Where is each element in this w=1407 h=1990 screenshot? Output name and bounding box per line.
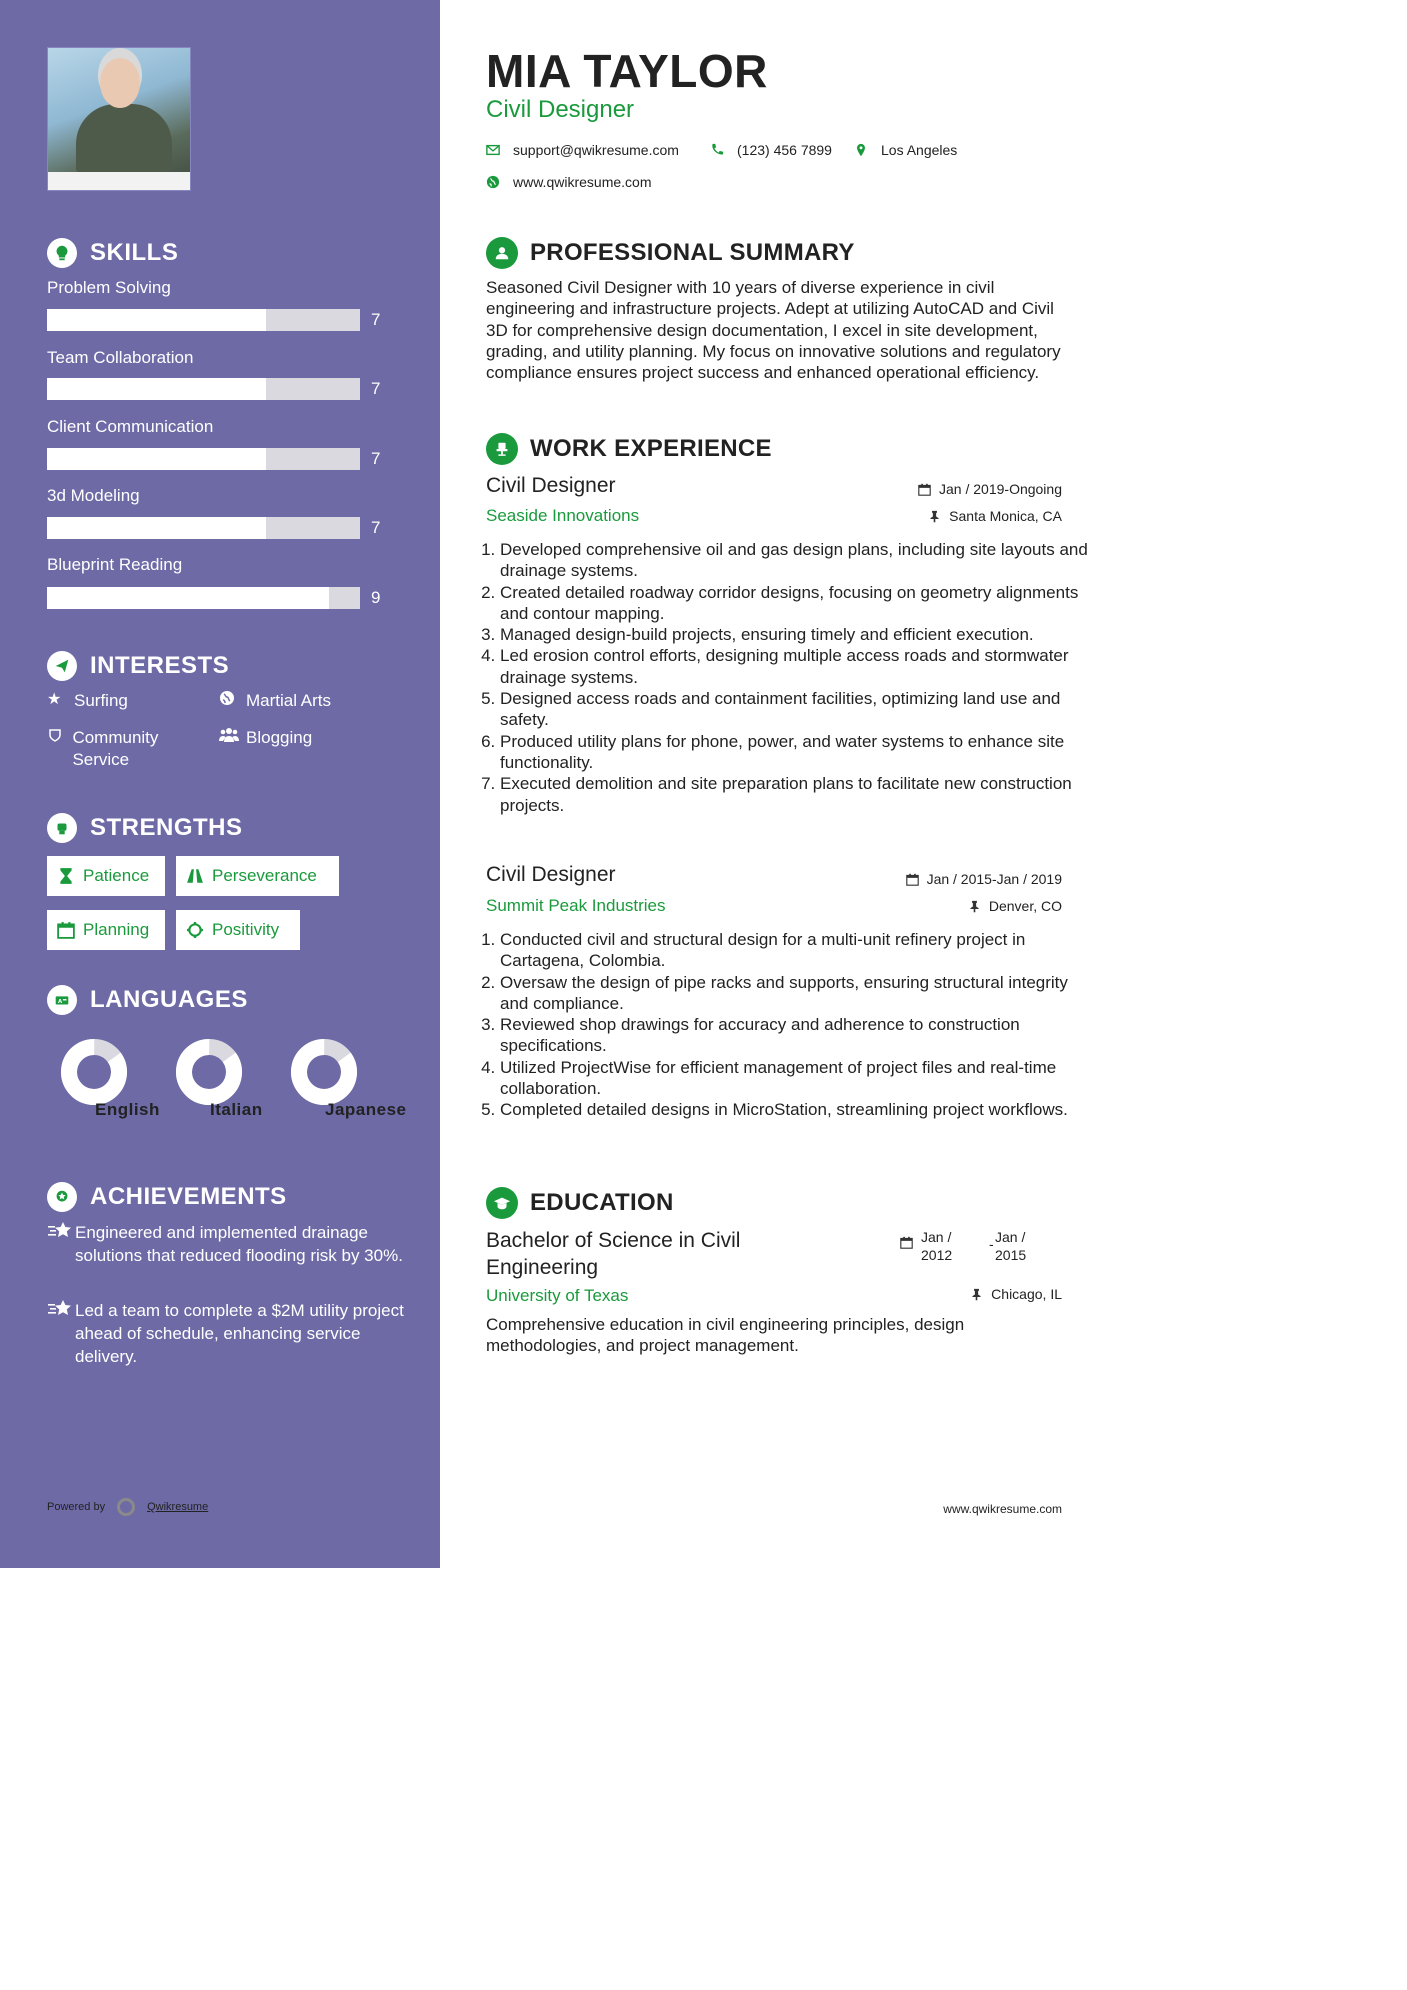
contact-phone[interactable]: (123) 456 7899 [710,142,832,158]
calendar-icon [906,873,919,886]
footer-website[interactable]: www.qwikresume.com [943,1502,1062,1516]
education-heading: EDUCATION [486,1187,674,1219]
language-donut [290,1038,358,1106]
skill-label: Problem Solving [47,278,171,297]
candidate-role: Civil Designer [486,96,635,123]
svg-text:A: A [57,999,63,1006]
job-dates: Jan / 2019-Ongoing [918,481,1062,497]
job-location: Santa Monica, CA [928,508,1062,524]
pushpin-icon [970,1288,983,1301]
profile-photo [47,47,191,191]
calendar-icon [900,1236,913,1249]
sidebar [0,0,440,1568]
skill-label: 3d Modeling [47,486,140,505]
strength-badge: Positivity [176,910,300,950]
star-burst-icon [47,1299,75,1368]
award-icon [47,1182,77,1212]
star-icon: ★ [47,691,62,708]
strength-badge: Patience [47,856,165,896]
interest-item: Community Service [47,727,207,771]
job-title: Civil Designer [486,474,616,497]
fist-icon [47,813,77,843]
duty-item: 3. Managed design-build projects, ensuring timely and efficient execution. [500,624,1090,645]
paper-plane-icon [47,651,77,681]
calendar-icon [57,921,75,939]
skill-bar [47,309,360,331]
skill-label: Client Communication [47,417,214,436]
language-item: Italian [164,1038,254,1106]
star-burst-icon [47,1221,75,1267]
duty-item: 3. Reviewed shop drawings for accuracy and adherence to construction specifications. [500,1014,1090,1057]
qwikresume-link[interactable]: Qwikresume [147,1501,209,1513]
duty-item: 2. Oversaw the design of pipe racks and supports, ensuring structural integrity and compliance. [500,972,1090,1015]
phone-icon [710,143,724,157]
user-icon [486,237,518,269]
education-end: Jan / 2015 [995,1229,1027,1263]
skill-value: 7 [371,310,381,329]
road-icon [186,867,204,885]
candidate-name: MIA TAYLOR [486,45,768,97]
education-location: Chicago, IL [970,1286,1062,1302]
interest-item: Martial Arts [219,690,331,712]
degree-title: Bachelor of Science in Civil Engineering [486,1229,741,1279]
language-icon [47,985,77,1015]
skills-heading: SKILLS [47,238,178,268]
skill-value: 7 [371,449,381,468]
interests-heading: INTERESTS [47,651,229,681]
duty-item: 6. Produced utility plans for phone, power, and water systems to enhance site functionality. [500,731,1090,774]
skill-value: 7 [371,518,381,537]
hourglass-icon [57,867,75,885]
language-donut [60,1038,128,1106]
job-dates: Jan / 2015-Jan / 2019 [906,871,1062,887]
skill-label: Blueprint Reading [47,555,183,574]
qwikresume-logo-icon [117,1498,135,1516]
duty-item: 4. Led erosion control efforts, designing multiple access roads and stormwater drainage systems. [500,645,1090,688]
interest-item: ★ Surfing [47,691,128,710]
strength-badge: Planning [47,910,165,950]
powered-by: Powered by Qwikresume [47,1498,208,1516]
graduation-cap-icon [486,1187,518,1219]
duty-item: 1. Developed comprehensive oil and gas design plans, including site layouts and drainage systems. [500,539,1090,582]
language-donut [175,1038,243,1106]
languages-heading: A LANGUAGES [47,985,248,1015]
language-item: Japanese [279,1038,369,1106]
achievement-item: Engineered and implemented drainage solutions that reduced flooding risk by 30%. [47,1221,407,1267]
users-icon [219,727,237,749]
contact-website[interactable]: www.qwikresume.com [486,174,651,190]
interest-item: Blogging [219,727,312,749]
envelope-icon [486,143,500,157]
summary-heading: PROFESSIONAL SUMMARY [486,237,855,269]
duty-item: 5. Designed access roads and containment facilities, optimizing land use and safety. [500,688,1090,731]
school-name: University of Texas [486,1286,629,1305]
company-name: Seaside Innovations [486,506,640,525]
skill-bar [47,448,360,470]
skill-value: 9 [371,588,381,607]
duty-item: 1. Conducted civil and structural design for a multi-unit refinery project in Cartagena, Colombia. [500,929,1090,972]
summary-text: Seasoned Civil Designer with 10 years of diverse experience in civil engineering and infrastructure projects. Adept at utilizing AutoCAD and Civil 3D for comprehensive design documentation, I excel in site development, grading, and utility planning. My focus on innovative solutions and regulatory compliance ensures project success and enhanced operational efficiency. [486,278,1061,383]
job-duties [486,929,1090,1121]
map-pin-icon [854,143,868,157]
pushpin-icon [968,900,981,913]
skill-value: 7 [371,379,381,398]
skill-bar [47,378,360,400]
language-item: English [49,1038,139,1106]
duty-item: 2. Created detailed roadway corridor designs, focusing on geometry alignments and contour mapping. [500,582,1090,625]
chair-icon [486,433,518,465]
job-location: Denver, CO [968,898,1062,914]
shield-icon [47,727,63,749]
achievements-heading: ACHIEVEMENTS [47,1182,287,1212]
contact-location: Los Angeles [854,142,957,158]
strength-badge: Perseverance [176,856,339,896]
globe-icon [486,175,500,189]
lightbulb-icon [47,238,77,268]
education-calendar-icon-wrap [900,1236,913,1254]
skill-bar [47,587,360,609]
achievement-item: Led a team to complete a $2M utility project ahead of schedule, enhancing service delivery. [47,1299,407,1368]
job-title: Civil Designer [486,863,616,886]
sun-icon [186,921,204,939]
duty-item: 5. Completed detailed designs in MicroStation, streamlining project workflows. [500,1099,1090,1120]
contact-email[interactable]: support@qwikresume.com [486,142,679,158]
pushpin-icon [928,510,941,523]
duty-item: 4. Utilized ProjectWise for efficient management of project files and real-time collaboration. [500,1057,1090,1100]
experience-heading: WORK EXPERIENCE [486,433,772,465]
job-duties [486,539,1090,816]
skill-label: Team Collaboration [47,348,194,367]
strengths-heading: STRENGTHS [47,813,243,843]
duty-item: 7. Executed demolition and site preparation plans to facilitate new construction projects. [500,773,1090,816]
education-description: Comprehensive education in civil engineering principles, design methodologies, and project management. [486,1315,965,1356]
skill-bar [47,517,360,539]
education-dash: - [989,1236,994,1252]
main-content [440,0,1100,1568]
company-name: Summit Peak Industries [486,896,666,915]
calendar-icon [918,483,931,496]
globe-icon [219,690,237,712]
education-start: Jan / 2012 [921,1229,953,1263]
